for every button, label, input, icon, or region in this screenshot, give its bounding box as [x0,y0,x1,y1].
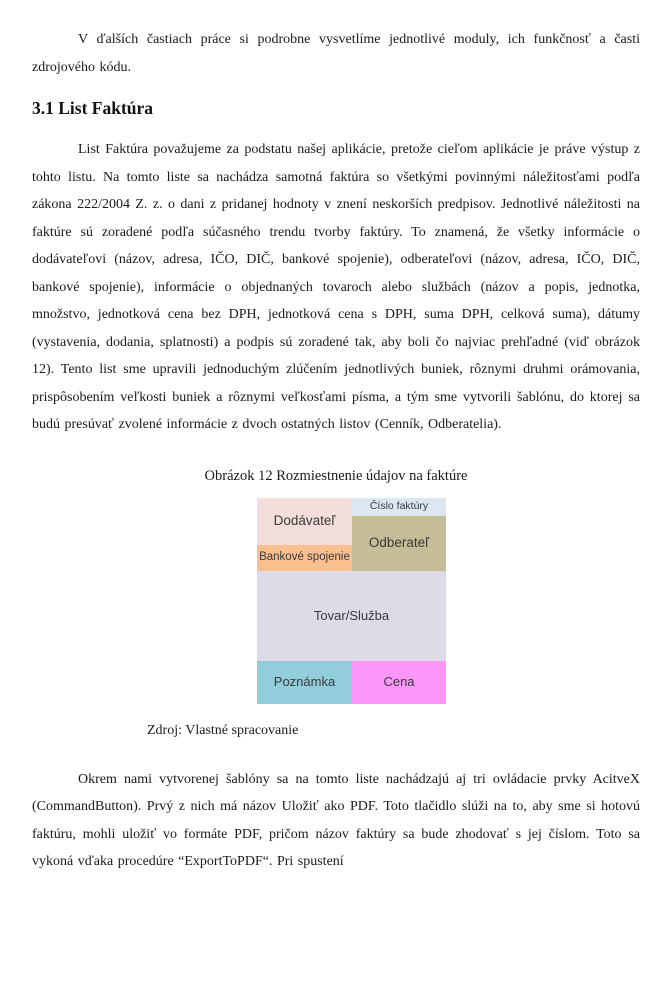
diagram-cell-dodavatel: Dodávateľ [257,498,352,545]
figure-caption: Obrázok 12 Rozmiestnenie údajov na faktúre [204,467,468,484]
section-heading: 3.1 List Faktúra [32,98,154,118]
paragraph-intro: V ďalších častiach práce si podrobne vysvetlíme jednotlivé moduly, ich funkčnosť a časti zdrojového kódu. [32,32,640,75]
diagram-cell-cena: Cena [352,661,446,704]
diagram-cell-odberatel: Odberateľ [352,516,446,571]
diagram-cell-cislo-faktury: Číslo faktúry [352,498,446,516]
paragraph-buttons: Okrem nami vytvorenej šablóny sa na tomto liste nachádzajú aj tri ovládacie prvky AcitveX (CommandButton). Prvý z nich má názov Uložiť ako PDF. Toto tlačidlo slúži na to, aby sme si hotovú faktúru, mohli uložiť vo formáte PDF, pričom názov faktúry sa bude zhodovať s jej číslom. Toto sa vykoná vďaka procedúre “ExportToPDF“. Pri spustení [32,771,640,869]
invoice-layout-diagram [257,498,446,704]
figure-source: Zdroj: Vlastné spracovanie [147,722,299,738]
figure-obrazok-12 [32,468,640,739]
paragraph-main: List Faktúra považujeme za podstatu našej aplikácie, pretože cieľom aplikácie je práve výstup z tohto listu. Na tomto liste sa nachádza samotná faktúra so všetkými povinnými náležitosťami podľa zákona 222/2004 Z. z. o dani z pridanej hodnoty v znení neskorších predpisov. Jednotlivé náležitosti na faktúre sú zoradené podľa súčasného trendu tvorby faktúry. To znamená, že všetky informácie o dodávateľovi (názov, adresa, IČO, DIČ, bankové spojenie), odberateľovi (názov, adresa, IČO, DIČ, bankové spojenie), informácie o objednaných tovaroch alebo službách (názov a popis, jednotka, množstvo, jednotková cena bez DPH, jednotková cena s DPH, suma DPH, celková suma), dátumy (vystavenia, dodania, splatnosti) a podpis sú zoradené tak, aby boli čo najviac prehľadné (viď obrázok 12). Tento list sme upravili jednoduchým zlúčením jednotlivých buniek, rôznymi druhmi orámovania, prispôsobením veľkosti buniek a rôznymi veľkosťami písma, a tým sme vytvorili šablónu, do ktorej sa budú presúvať zvolené informácie z dvoch ostatných listov (Cenník, Odberatelia). [32,142,640,432]
diagram-cell-bankove-spojenie: Bankové spojenie [257,545,352,571]
diagram-cell-poznamka: Poznámka [257,661,352,704]
diagram-cell-tovar-sluzba: Tovar/Služba [257,571,446,661]
